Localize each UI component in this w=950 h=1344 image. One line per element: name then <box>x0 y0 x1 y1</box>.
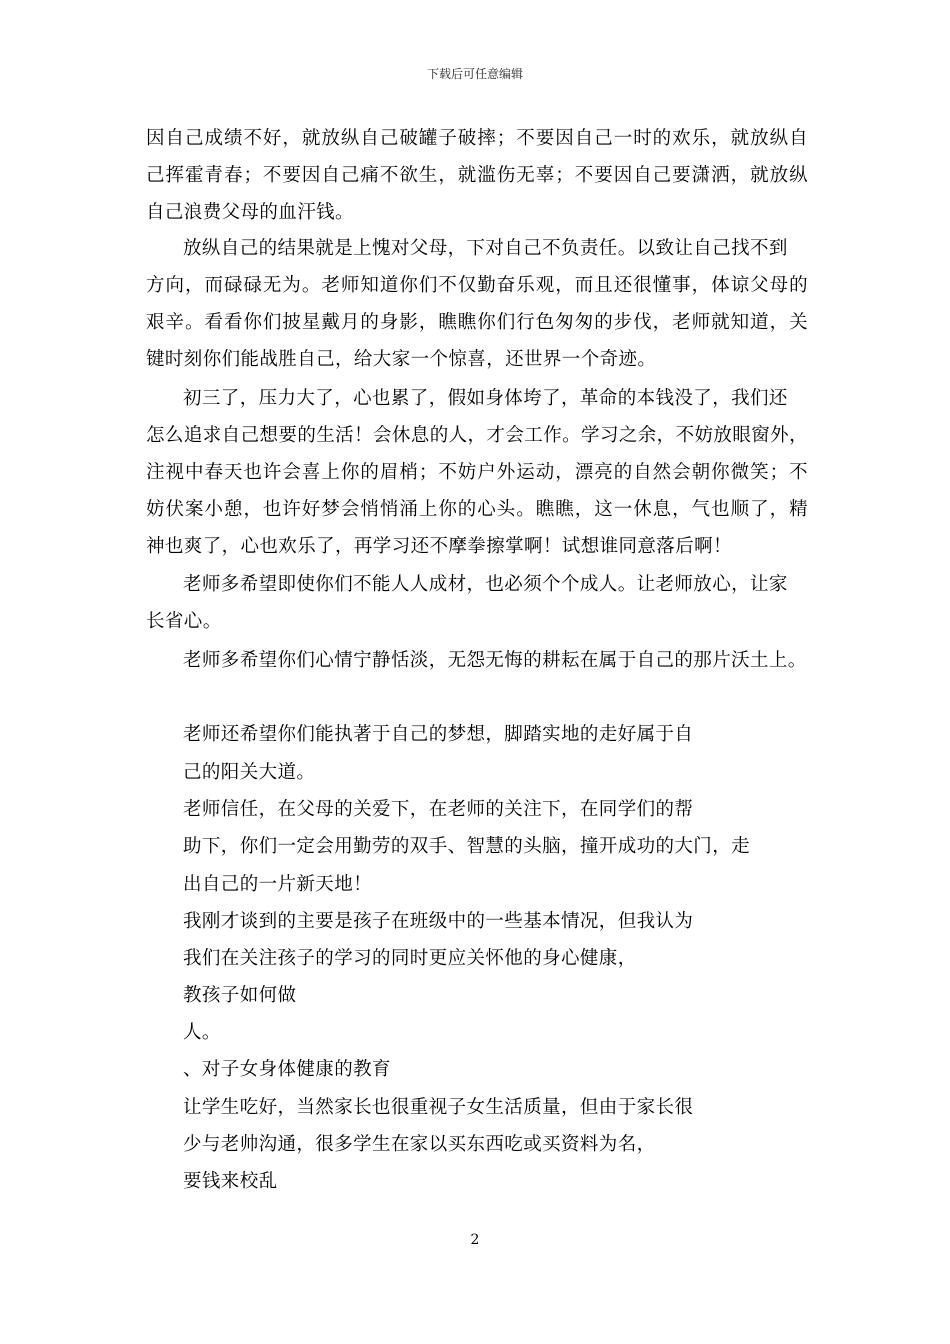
text-line: 己的阳关大道。 <box>183 762 316 783</box>
text-line: 因自己成绩不好，就放纵自己破罐子破摔；不要因自己一时的欢乐，就放纵自 <box>146 128 808 149</box>
text-line: 方向，而碌碌无为。老师知道你们不仅勤奋乐观，而且还很懂事，体谅父母的 <box>146 275 808 296</box>
text-line: 艰辛。看看你们披星戴月的身影，瞧瞧你们行色匆匆的步伐，老师就知道，关 <box>146 312 808 333</box>
text-line: 出自己的一片新天地！ <box>183 874 373 895</box>
text-line: 长省心。 <box>146 611 222 632</box>
text-line: 神也爽了，心也欢乐了，再学习还不摩拳擦掌啊！试想谁同意落后啊！ <box>146 536 732 557</box>
text-line: 我刚才谈到的主要是孩子在班级中的一些基本情况，但我认为 <box>183 911 694 932</box>
text-line: 少与老帅沟通，很多学生在家以买东西吃或买资料为名， <box>183 1134 656 1155</box>
text-line: 怎么追求自己想要的生活！会休息的人，才会工作。学习之余，不妨放眼窗外， <box>146 425 808 446</box>
text-line: 人。 <box>183 1022 221 1043</box>
text-line: 妨伏案小憩，也许好梦会悄悄涌上你的心头。瞧瞧，这一休息，气也顺了，精 <box>146 499 808 520</box>
text-line: 老师还希望你们能执著于自己的梦想，脚踏实地的走好属于自 <box>183 724 694 745</box>
page-number: 2 <box>470 1232 480 1248</box>
text-line: 注视中春天也许会喜上你的眉梢；不妨户外运动，漂亮的自然会朝你微笑；不 <box>146 462 808 483</box>
text-line: 老师信任，在父母的关爱下，在老师的关注下，在同学们的帮 <box>183 799 694 820</box>
text-line: 老师多希望即使你们不能人人成材，也必须个个成人。让老师放心，让家 <box>183 574 788 595</box>
text-line: 我们在关注孩子的学习的同时更应关怀他的身心健康， <box>183 948 637 969</box>
text-line: 助下，你们一定会用勤劳的双手、智慧的头脑，撞开成功的大门，走 <box>183 836 751 857</box>
text-line: 自己浪费父母的血汗钱。 <box>146 202 354 223</box>
text-line: 初三了，压力大了，心也累了，假如身体垮了，革命的本钱没了，我们还 <box>183 388 788 409</box>
text-line: 让学生吃好，当然家长也很重视子女生活质量，但由于家长很 <box>183 1097 694 1118</box>
text-line: 、对子女身体健康的教育 <box>183 1059 391 1080</box>
text-line: 放纵自己的结果就是上愧对父母，下对自己不负责任。以致让自己找不到 <box>183 238 788 259</box>
text-line: 要钱来校乱 <box>183 1171 278 1192</box>
page-header: 下载后可任意编辑 <box>426 67 523 81</box>
text-line: 键时刻你们能战胜自己，给大家一个惊喜，还世界一个奇迹。 <box>146 349 657 370</box>
text-line: 己挥霍青春；不要因自己痛不欲生，就滥伤无辜；不要因自己要潇洒，就放纵 <box>146 165 808 186</box>
text-line: 老师多希望你们心情宁静恬淡，无怨无悔的耕耘在属于自己的那片沃土上。 <box>183 650 807 671</box>
text-line: 教孩子如何做 <box>183 985 297 1006</box>
